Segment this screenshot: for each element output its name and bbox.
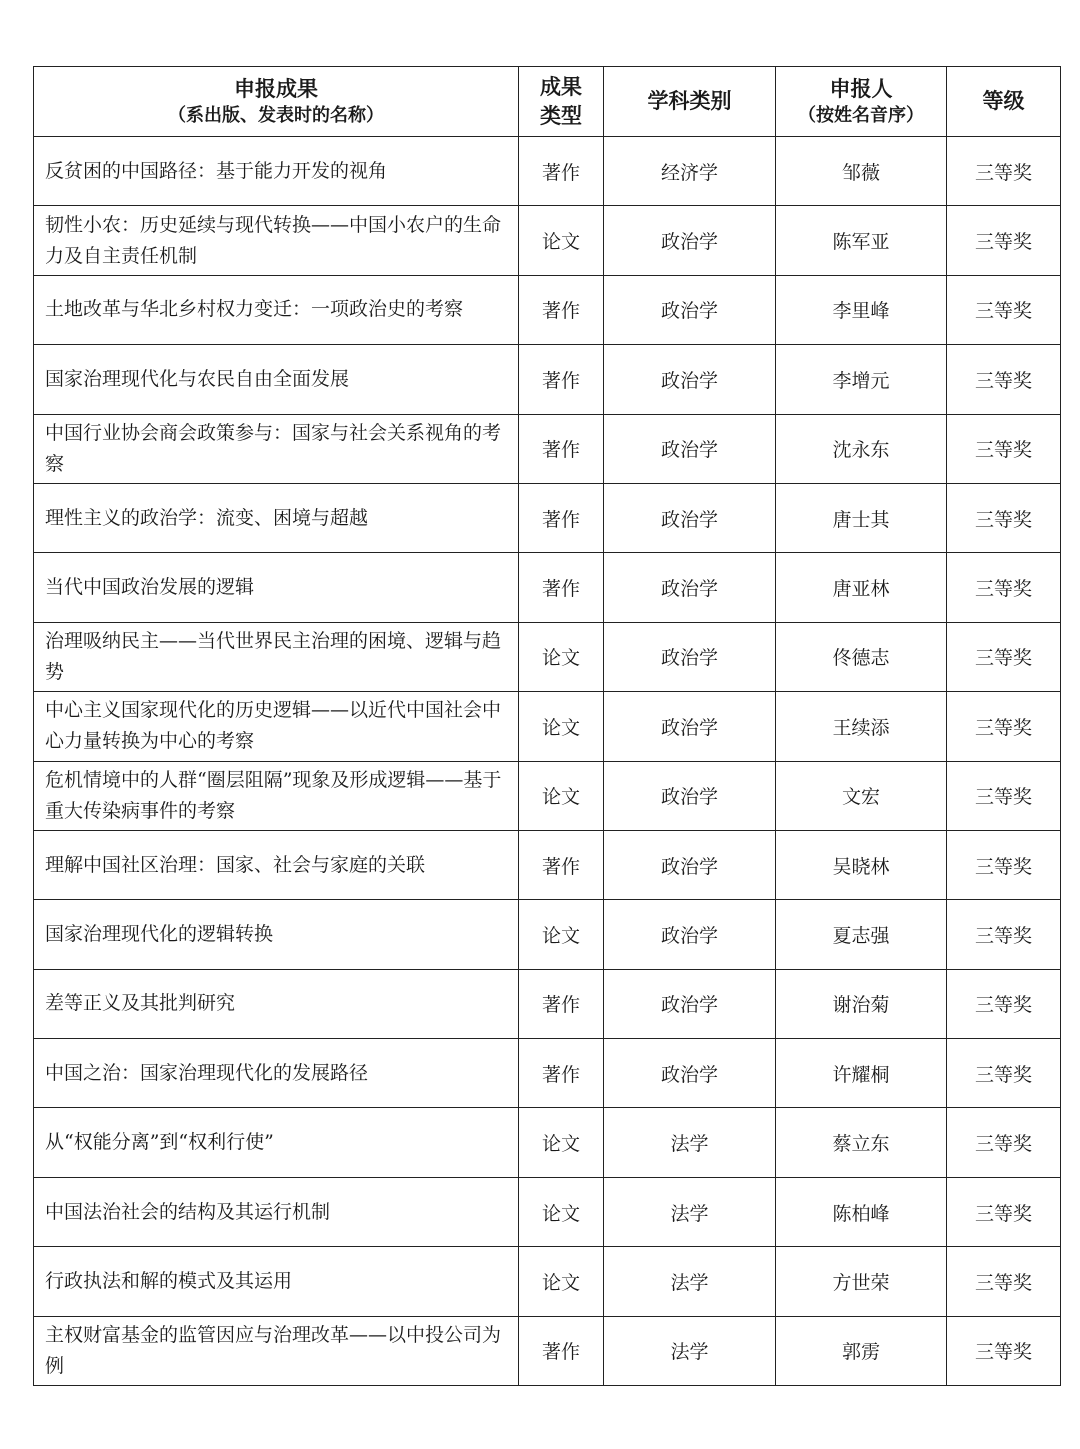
row-applicant: 谢治菊 [776,969,947,1038]
row-title: 中国行业协会商会政策参与：国家与社会关系视角的考察 [34,414,519,483]
row-type: 论文 [519,761,604,830]
header-title [34,67,519,137]
row-applicant: 蔡立东 [776,1108,947,1177]
row-discipline: 政治学 [604,900,776,969]
row-title: 当代中国政治发展的逻辑 [34,553,519,622]
row-title: 国家治理现代化的逻辑转换 [34,900,519,969]
row-type: 论文 [519,1177,604,1246]
row-type: 著作 [519,137,604,206]
table-row [34,900,1061,969]
row-type: 论文 [519,692,604,761]
header-row [34,67,1061,137]
row-grade: 三等奖 [947,1247,1061,1316]
row-discipline: 政治学 [604,345,776,414]
row-grade: 三等奖 [947,414,1061,483]
row-grade: 三等奖 [947,1108,1061,1177]
row-discipline: 政治学 [604,553,776,622]
table-body [34,137,1061,1386]
header-title-main: 申报成果 [234,77,318,102]
row-title: 土地改革与华北乡村权力变迁：一项政治史的考察 [34,275,519,344]
row-grade: 三等奖 [947,900,1061,969]
row-applicant: 吴晓林 [776,830,947,899]
row-title: 中国之治：国家治理现代化的发展路径 [34,1039,519,1108]
row-applicant: 邹薇 [776,137,947,206]
row-title: 理性主义的政治学：流变、困境与超越 [34,483,519,552]
row-title: 危机情境中的人群“圈层阻隔”现象及形成逻辑——基于重大传染病事件的考察 [34,761,519,830]
row-type: 论文 [519,900,604,969]
row-title: 从“权能分离”到“权利行使” [34,1108,519,1177]
row-applicant: 唐亚林 [776,553,947,622]
table-row [34,483,1061,552]
row-grade: 三等奖 [947,692,1061,761]
row-title: 差等正义及其批判研究 [34,969,519,1038]
row-discipline: 政治学 [604,414,776,483]
row-type: 著作 [519,553,604,622]
row-discipline: 政治学 [604,622,776,691]
row-title: 中国法治社会的结构及其运行机制 [34,1177,519,1246]
row-grade: 三等奖 [947,345,1061,414]
row-type: 论文 [519,1247,604,1316]
table-row [34,553,1061,622]
row-discipline: 政治学 [604,830,776,899]
row-applicant: 夏志强 [776,900,947,969]
header-applicant [776,67,947,137]
row-discipline: 法学 [604,1247,776,1316]
row-grade: 三等奖 [947,553,1061,622]
row-discipline: 政治学 [604,761,776,830]
row-title: 韧性小农：历史延续与现代转换——中国小农户的生命力及自主责任机制 [34,206,519,275]
row-type: 论文 [519,1108,604,1177]
header-title-sub: （系出版、发表时的名称） [168,104,384,126]
row-type: 著作 [519,1039,604,1108]
table-row [34,969,1061,1038]
row-type: 著作 [519,483,604,552]
row-grade: 三等奖 [947,830,1061,899]
row-discipline: 政治学 [604,483,776,552]
header-applicant-main: 申报人 [829,77,893,102]
row-discipline: 法学 [604,1177,776,1246]
row-type: 论文 [519,622,604,691]
table-row [34,622,1061,691]
row-title: 行政执法和解的模式及其运用 [34,1247,519,1316]
header-grade: 等级 [947,67,1061,137]
row-applicant: 方世荣 [776,1247,947,1316]
awards-table [33,66,1061,1386]
row-grade: 三等奖 [947,275,1061,344]
header-type-line1: 成果 [540,75,582,100]
row-type: 著作 [519,830,604,899]
row-applicant: 李增元 [776,345,947,414]
table-row [34,1039,1061,1108]
row-grade: 三等奖 [947,969,1061,1038]
row-title: 治理吸纳民主——当代世界民主治理的困境、逻辑与趋势 [34,622,519,691]
table-row [34,830,1061,899]
row-applicant: 佟德志 [776,622,947,691]
row-grade: 三等奖 [947,622,1061,691]
row-discipline: 政治学 [604,1039,776,1108]
row-discipline: 法学 [604,1316,776,1385]
row-discipline: 政治学 [604,275,776,344]
row-applicant: 陈军亚 [776,206,947,275]
table-row [34,1247,1061,1316]
table-row [34,1177,1061,1246]
header-type [519,67,604,137]
row-discipline: 政治学 [604,206,776,275]
header-applicant-sub: （按姓名音序） [798,104,924,126]
row-grade: 三等奖 [947,761,1061,830]
row-discipline: 政治学 [604,969,776,1038]
table-row [34,761,1061,830]
row-type: 著作 [519,345,604,414]
row-grade: 三等奖 [947,483,1061,552]
header-type-line2: 类型 [540,103,582,128]
row-applicant: 唐士其 [776,483,947,552]
row-type: 论文 [519,206,604,275]
row-title: 国家治理现代化与农民自由全面发展 [34,345,519,414]
row-grade: 三等奖 [947,1316,1061,1385]
row-applicant: 许耀桐 [776,1039,947,1108]
row-type: 著作 [519,1316,604,1385]
row-type: 著作 [519,275,604,344]
row-grade: 三等奖 [947,1039,1061,1108]
table-row [34,1108,1061,1177]
row-applicant: 郭雳 [776,1316,947,1385]
row-title: 理解中国社区治理：国家、社会与家庭的关联 [34,830,519,899]
row-discipline: 政治学 [604,692,776,761]
table-row [34,692,1061,761]
row-discipline: 法学 [604,1108,776,1177]
row-discipline: 经济学 [604,137,776,206]
row-applicant: 沈永东 [776,414,947,483]
table-row [34,345,1061,414]
row-applicant: 王续添 [776,692,947,761]
row-type: 著作 [519,969,604,1038]
table-row [34,1316,1061,1385]
header-discipline: 学科类别 [604,67,776,137]
row-applicant: 文宏 [776,761,947,830]
row-applicant: 陈柏峰 [776,1177,947,1246]
table-row [34,275,1061,344]
table-row [34,206,1061,275]
row-applicant: 李里峰 [776,275,947,344]
row-title: 主权财富基金的监管因应与治理改革——以中投公司为例 [34,1316,519,1385]
row-grade: 三等奖 [947,137,1061,206]
table-row [34,137,1061,206]
row-type: 著作 [519,414,604,483]
row-title: 反贫困的中国路径：基于能力开发的视角 [34,137,519,206]
row-title: 中心主义国家现代化的历史逻辑——以近代中国社会中心力量转换为中心的考察 [34,692,519,761]
row-grade: 三等奖 [947,206,1061,275]
table-row [34,414,1061,483]
row-grade: 三等奖 [947,1177,1061,1246]
